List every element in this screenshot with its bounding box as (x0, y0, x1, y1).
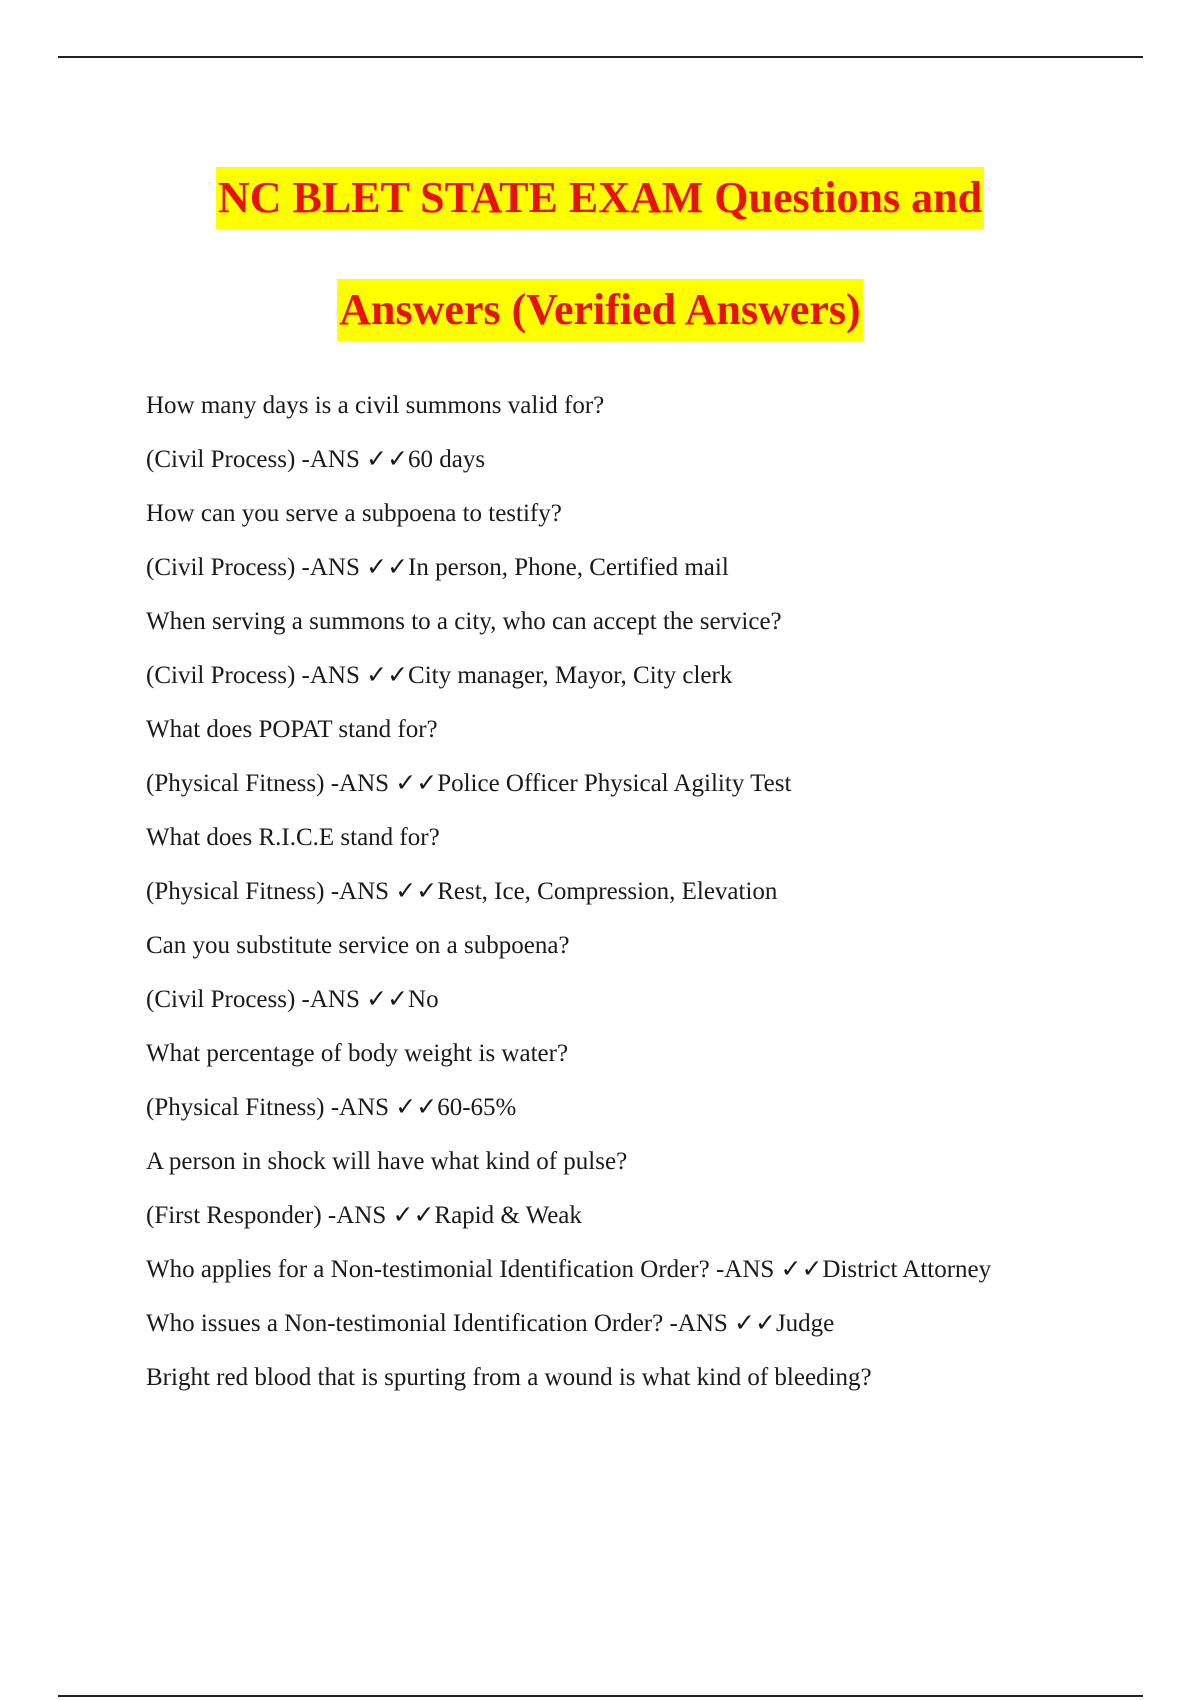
qa-line: (First Responder) -ANS ✓✓Rapid & Weak (146, 1202, 582, 1229)
qa-line: Can you substitute service on a subpoena? (146, 932, 570, 959)
qa-line: (Civil Process) -ANS ✓✓60 days (146, 446, 486, 473)
title-line-1: NC BLET STATE EXAM Questions and (216, 167, 984, 229)
qa-line: What percentage of body weight is water? (146, 1040, 569, 1067)
qa-line: (Physical Fitness) -ANS ✓✓Police Officer Physical Agility Test (146, 770, 792, 797)
bottom-rule (58, 1695, 1143, 1697)
qa-line: (Civil Process) -ANS ✓✓City manager, Mayor, City clerk (146, 662, 733, 689)
qa-line: Bright red blood that is spurting from a wound is what kind of bleeding? (146, 1364, 872, 1391)
title-line-2: Answers (Verified Answers) (337, 279, 862, 341)
qa-line: (Physical Fitness) -ANS ✓✓60-65% (146, 1094, 517, 1121)
qa-line: When serving a summons to a city, who can accept the service? (146, 608, 782, 635)
qa-line: Who issues a Non-testimonial Identification Order? -ANS ✓✓Judge (146, 1310, 835, 1337)
qa-list (146, 390, 1046, 1416)
qa-line: How many days is a civil summons valid for? (146, 392, 605, 419)
qa-line: (Physical Fitness) -ANS ✓✓Rest, Ice, Compression, Elevation (146, 878, 778, 905)
top-rule (58, 56, 1143, 58)
qa-line: (Civil Process) -ANS ✓✓No (146, 986, 439, 1013)
qa-line: A person in shock will have what kind of pulse? (146, 1148, 628, 1175)
qa-line: What does R.I.C.E stand for? (146, 824, 440, 851)
qa-line: What does POPAT stand for? (146, 716, 438, 743)
qa-line: (Civil Process) -ANS ✓✓In person, Phone, Certified mail (146, 554, 729, 581)
qa-line: Who applies for a Non-testimonial Identification Order? -ANS ✓✓District Attorney (146, 1256, 992, 1283)
qa-line: How can you serve a subpoena to testify? (146, 500, 562, 527)
document-title (60, 142, 1140, 366)
